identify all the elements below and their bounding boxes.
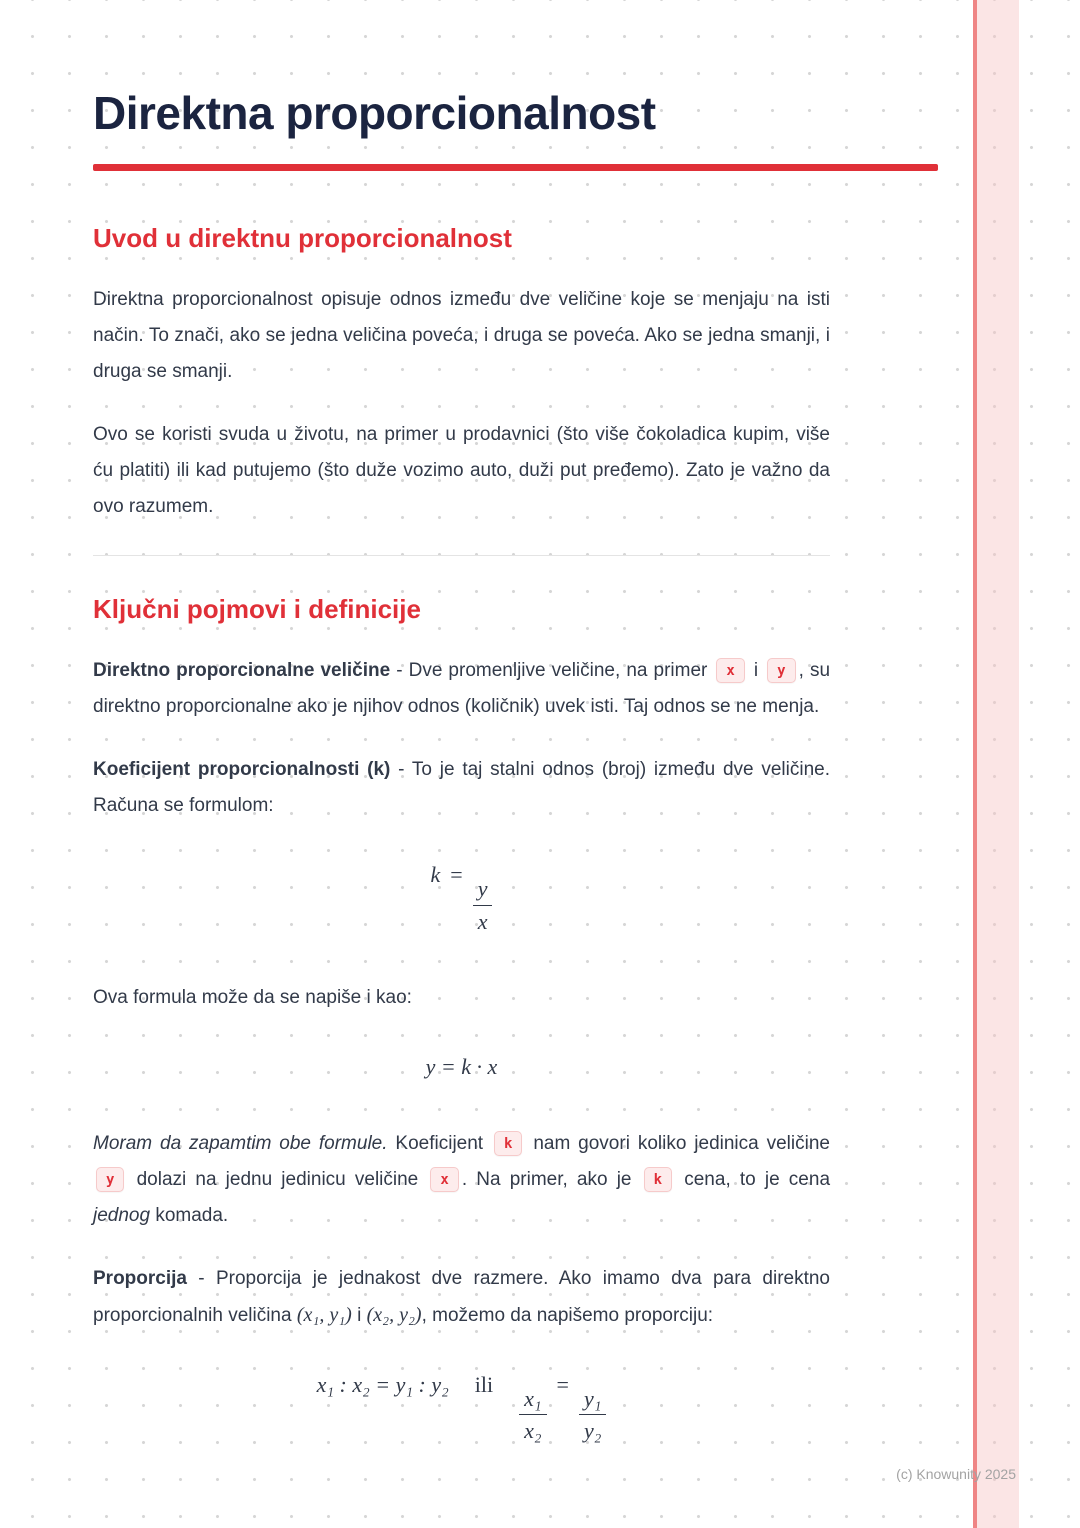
- fraction-y1-over-y2: [579, 1386, 606, 1444]
- text-segment: (x₂, y₂): [366, 1303, 422, 1326]
- equals-sign: =: [556, 1371, 569, 1397]
- text-segment: , su direktno proporcionalne ako je njihov odnos (količnik) uvek isti. Taj odnos se ne menja.: [93, 660, 831, 717]
- text-segment: Koeficijent: [387, 1132, 491, 1154]
- text-segment: Ova formula može da se napiše i kao:: [93, 986, 412, 1008]
- paragraph-definition-proporcija: [93, 1261, 830, 1334]
- fraction-numerator: y₁: [579, 1386, 606, 1415]
- fraction-y-over-x: [473, 876, 493, 934]
- text-segment: - Dve promenljive veličine, na primer: [390, 660, 714, 681]
- equals-sign: =: [450, 862, 463, 887]
- inline-code-badge: y: [767, 658, 795, 683]
- text-segment: (x₁, y₁): [296, 1303, 352, 1326]
- fraction-denominator: x: [477, 908, 488, 934]
- inline-code-badge: k: [494, 1131, 522, 1156]
- text-segment: Proporcija: [93, 1267, 187, 1289]
- page-content: [93, 86, 830, 1490]
- text-segment: i: [351, 1304, 367, 1326]
- page-title: Direktna proporcionalnost: [93, 87, 656, 139]
- paragraph-definition-velicine: [93, 653, 830, 725]
- fraction-numerator: y: [473, 876, 493, 905]
- proportion-conjunction: ili: [474, 1371, 494, 1397]
- copyright-footer: (c) Knowunity 2025: [896, 1466, 1016, 1482]
- inline-code-badge: y: [96, 1167, 124, 1192]
- text-segment: Direktna proporcionalnost opisuje odnos između dve veličine koje se menjaju na isti način. To znači, ako se jedna veličina poveća, i druga se poveća. Ako se jedna smanji, i druga se smanji.: [93, 289, 830, 382]
- paragraph-note-remember: [93, 1126, 830, 1234]
- text-segment: dolazi na jednu jedinicu veličine: [127, 1168, 428, 1190]
- inline-code-badge: x: [716, 658, 744, 683]
- fraction-x1-over-x2: [519, 1386, 546, 1444]
- text-segment: Moram da zapamtim obe formule.: [93, 1132, 388, 1154]
- section-divider: [93, 555, 830, 556]
- paragraph-formula-alt: [93, 980, 830, 1016]
- inline-code-badge: k: [644, 1167, 672, 1192]
- text-segment: cena, to je cena: [675, 1168, 831, 1190]
- paragraph-intro-1: [93, 282, 830, 390]
- text-segment: Direktno proporcionalne veličine: [93, 660, 391, 681]
- text-segment: - To je taj stalni odnos (broj) između dve veličine. Računa se formulom:: [93, 759, 830, 816]
- fraction-denominator: y₂: [583, 1418, 602, 1444]
- proportion-ratio: x₁ : x₂ = y₁ : y₂: [316, 1371, 449, 1397]
- section-heading-intro: Uvod u direktnu proporcionalnost: [93, 223, 512, 253]
- text-segment: komada.: [150, 1204, 229, 1226]
- title-underline-rule: [93, 164, 938, 171]
- formula-y-equals-kx: y = k · x: [425, 1053, 498, 1079]
- section-heading-terms: Ključni pojmovi i definicije: [93, 594, 421, 624]
- paragraph-definition-koeficijent: [93, 752, 830, 824]
- text-segment: - Proporcija je jednakost dve razmere. Ako imamo dva para direktno proporcionalnih veličina: [93, 1267, 830, 1326]
- formula-proportion: [93, 1372, 830, 1444]
- paragraph-intro-2: [93, 417, 830, 525]
- text-segment: Ovo se koristi svuda u životu, na primer u prodavnici (što više čokoladica kupim, više ću platiti) ili kad putujemo (što duže vozimo auto, duži put pređemo). Zato je važno da ovo razumem.: [93, 424, 830, 517]
- inline-code-badge: x: [430, 1167, 458, 1192]
- text-segment: , možemo da napišemo proporciju:: [421, 1304, 714, 1326]
- text-segment: jednog: [93, 1204, 151, 1226]
- formula-k-equals-y-over-x: [93, 862, 830, 934]
- formula-lhs: k: [430, 862, 441, 887]
- text-segment: nam govori koliko jedinica veličine: [525, 1132, 830, 1154]
- text-segment: Koeficijent proporcionalnosti (k): [93, 759, 391, 780]
- text-segment: . Na primer, ako je: [461, 1168, 641, 1190]
- side-accent-stripe: [973, 0, 1019, 1528]
- fraction-numerator: x₁: [519, 1386, 546, 1415]
- fraction-denominator: x₂: [524, 1418, 542, 1444]
- text-segment: i: [747, 660, 765, 681]
